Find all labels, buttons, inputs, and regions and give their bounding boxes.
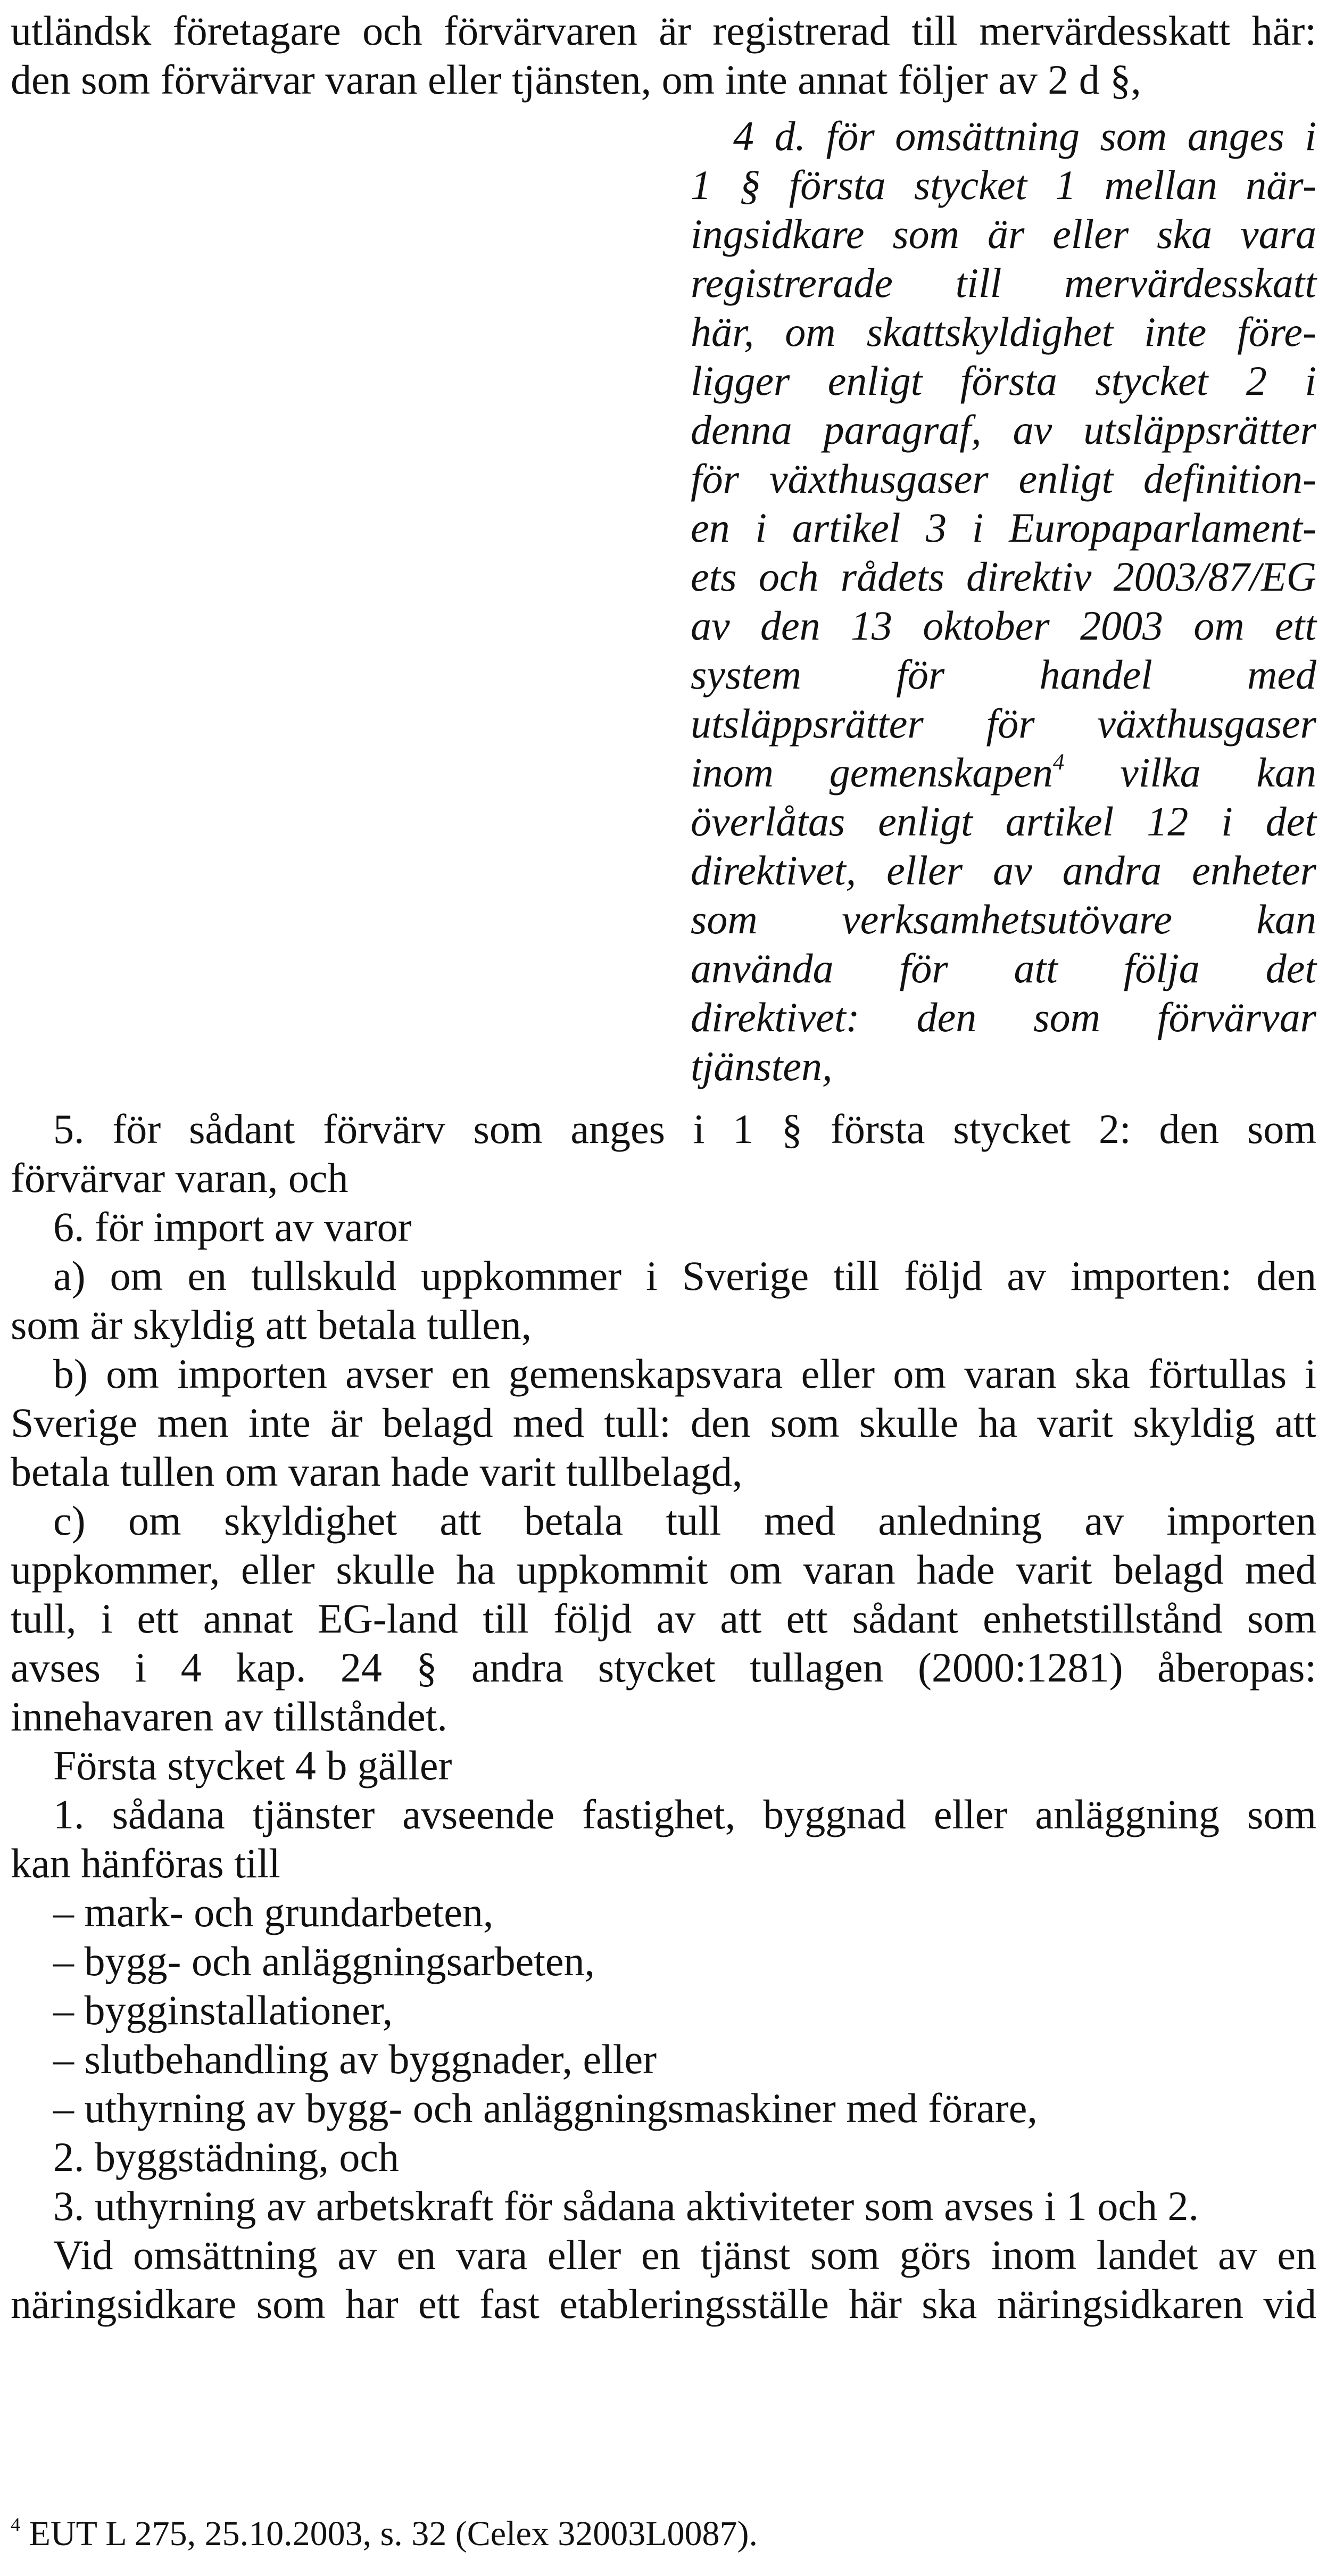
insertion-line: här, om skattskyldighet inte före- bbox=[691, 309, 1316, 355]
insertion-line-with-footnote bbox=[691, 748, 1316, 797]
body-line: Första stycket 4 b gäller bbox=[53, 1742, 452, 1788]
body-line: betala tullen om varan hade varit tullbelagd, bbox=[11, 1448, 743, 1495]
body-line: den som förvärvar varan eller tjänsten, om inte annat följer av 2 d §, bbox=[11, 56, 1141, 103]
insertion-line: denna paragraf, av utsläppsrätter bbox=[691, 407, 1316, 453]
body-line: – slutbehandling av byggnader, eller bbox=[53, 2036, 657, 2082]
insertion-line: system för handel med bbox=[691, 651, 1316, 698]
body-line: avses i 4 kap. 24 § andra stycket tullagen (2000:1281) åberopas: bbox=[11, 1644, 1316, 1691]
insertion-line: direktivet, eller av andra enheter bbox=[691, 847, 1316, 893]
insertion-line: ingsidkare som är eller ska vara bbox=[691, 211, 1316, 257]
insertion-line: av den 13 oktober 2003 om ett bbox=[691, 602, 1316, 649]
body-line: förvärvar varan, och bbox=[11, 1155, 349, 1201]
body-line: – uthyrning av bygg- och anläggningsmaskiner med förare, bbox=[53, 2085, 1038, 2131]
insertion-line: registrerade till mervärdesskatt bbox=[691, 260, 1316, 306]
footnote-reference: 4 bbox=[1052, 749, 1065, 775]
insertion-line: direktivet: den som förvärvar bbox=[691, 994, 1316, 1040]
insertion-text: inom gemenskapen bbox=[691, 749, 1053, 796]
body-line: – mark- och grundarbeten, bbox=[53, 1889, 494, 1935]
insertion-line: för växthusgaser enligt definition- bbox=[691, 455, 1316, 502]
body-line: Vid omsättning av en vara eller en tjänst som görs inom landet av en bbox=[53, 2232, 1316, 2278]
body-line: utländsk företagare och förvärvaren är registrerad till mervärdesskatt här: bbox=[11, 7, 1316, 54]
insertion-line: använda för att följa det bbox=[691, 945, 1316, 991]
insertion-line: en i artikel 3 i Europaparlament- bbox=[691, 504, 1316, 551]
insertion-line: överlåtas enligt artikel 12 i det bbox=[691, 798, 1316, 844]
body-line: 1. sådana tjänster avseende fastighet, byggnad eller anläggning som bbox=[53, 1791, 1316, 1837]
body-line: 5. för sådant förvärv som anges i 1 § första stycket 2: den som bbox=[53, 1106, 1316, 1152]
body-line: Sverige men inte är belagd med tull: den som skulle ha varit skyldig att bbox=[11, 1399, 1316, 1446]
footnote-text: EUT L 275, 25.10.2003, s. 32 (Celex 32003L0087). bbox=[29, 2514, 758, 2553]
body-line: uppkommer, eller skulle ha uppkommit om varan hade varit belagd med bbox=[11, 1546, 1316, 1593]
body-line: näringsidkare som har ett fast etableringsställe här ska näringsidkaren vid bbox=[11, 2281, 1316, 2327]
insertion-text: vilka kan bbox=[1120, 749, 1317, 796]
insertion-line: ets och rådets direktiv 2003/87/EG bbox=[691, 553, 1316, 600]
body-line: 3. uthyrning av arbetskraft för sådana aktiviteter som avses i 1 och 2. bbox=[53, 2183, 1199, 2229]
insertion-line: 4 d. för omsättning som anges i bbox=[733, 113, 1316, 159]
body-line: c) om skyldighet att betala tull med anledning av importen bbox=[53, 1497, 1316, 1544]
body-line: som är skyldig att betala tullen, bbox=[11, 1302, 532, 1348]
insertion-line: ligger enligt första stycket 2 i bbox=[691, 358, 1316, 404]
body-line: a) om en tullskuld uppkommer i Sverige till följd av importen: den bbox=[53, 1253, 1316, 1299]
body-line: innehavaren av tillståndet. bbox=[11, 1693, 447, 1740]
body-line: – bygg- och anläggningsarbeten, bbox=[53, 1938, 595, 1984]
insertion-line: 1 § första stycket 1 mellan när- bbox=[691, 162, 1316, 208]
footnote-marker: 4 bbox=[11, 2513, 21, 2535]
body-line: 6. för import av varor bbox=[53, 1204, 412, 1250]
body-line: kan hänföras till bbox=[11, 1840, 280, 1886]
footnote bbox=[11, 2513, 1316, 2555]
body-line: b) om importen avser en gemenskapsvara eller om varan ska förtullas i bbox=[53, 1351, 1316, 1397]
body-line: – bygginstallationer, bbox=[53, 1987, 393, 2033]
insertion-line: som verksamhetsutövare kan bbox=[691, 896, 1316, 942]
insertion-line: utsläppsrätter för växthusgaser bbox=[691, 700, 1316, 747]
insertion-line: tjänsten, bbox=[691, 1043, 833, 1089]
body-line: tull, i ett annat EG-land till följd av att ett sådant enhetstillstånd som bbox=[11, 1595, 1316, 1642]
body-line: 2. byggstädning, och bbox=[53, 2134, 399, 2180]
